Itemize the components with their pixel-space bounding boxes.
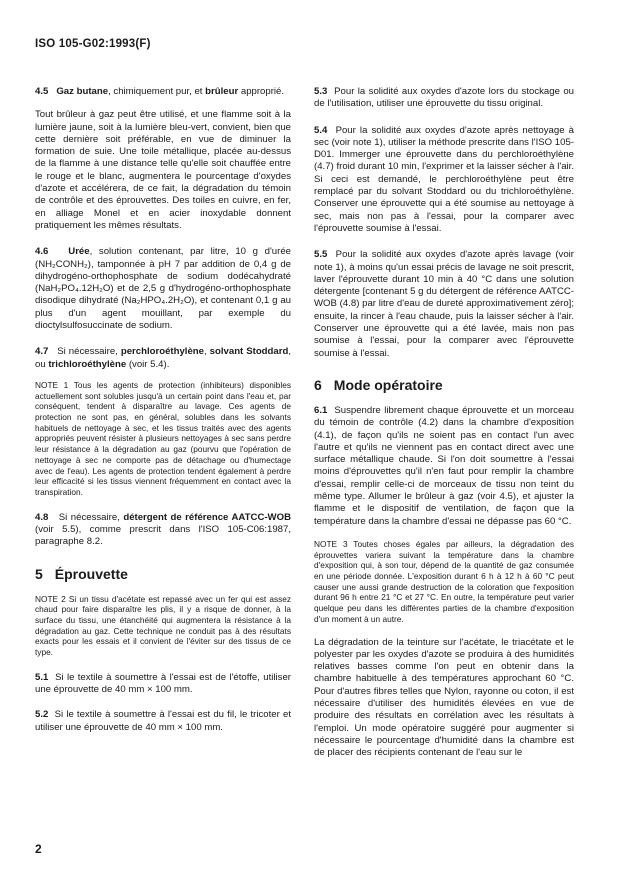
clause-5-2: 5.2 Si le textile à soumettre à l'essai est du fil, le tricoter et utiliser une éprouvette de 40 mm × 100 mm. [35, 709, 291, 733]
clause-5-3: 5.3 Pour la solidité aux oxydes d'azote lors du stockage ou de l'utilisation, utiliser une éprouvette du tissu original. [314, 86, 574, 110]
clause-4-8: 4.8 Si nécessaire, détergent de référence AATCC-WOB (voir 5.5), comme prescrit dans l'ISO 105-C06:1987, paragraphe 8.2. [35, 511, 292, 548]
clause-5-4: 5.4 Pour la solidité aux oxydes d'azote après nettoyage à sec (voir note 1), utiliser la méthode prescrite dans l'ISO 105-D01. Immerger une éprouvette dans du perchloroéthylène (4.7) froid durant 10 min, l'exprimer et la laisser sécher à l'air. Si ceci est demandé, le perchloroéthylène peut être remplacé par du solvant Stoddard ou du trichloroéthylène. Conserver une éprouvette qui a été soumise au nettoyage à sec, mais non pas à l'essai, pour la comparer avec l'éprouvette soumise à l'essai. [314, 124, 574, 234]
page-number: 2 [35, 842, 42, 856]
clause-4-6: 4.6 Urée, solution contenant, par litre, 10 g d'urée (NH₂CONH₂), tamponnée à pH 7 par addition de 0,4 g de dihydrogéno-orthophosphate de sodium dodécahydraté (NaH₂PO₄.12H₂O) et de 2,5 g d'hydrogéno-orthophosphate disodique dihydraté (Na₂HPO₄.2H₂O), et contenant 0,1 g au plus d'un agent mouillant, par exemple du dioctylsulfosuccinate de sodium. [35, 246, 291, 332]
clause-4-5-body: Tout brûleur à gaz peut être utilisé, et une flamme soit à la lumière jaune, soit à la lumière bleu-vert, convient, bien que cette dernière soit préférable, en vue de diminuer la formation de suie. Une toile métallique, placée au-dessus de la flamme à une distance telle qu'elle soit chauffée entre le rouge et le blanc, augmentera le pourcentage d'oxydes d'azote et accélérera, de ce fait, la dégradation du témoin de contrôle et des éprouvettes. Des toiles en cuivre, en fer, en alliage Monel et en acier inoxydable donnent pratiquement les mêmes résultats. [35, 109, 291, 231]
clause-4-5: 4.5 Gaz butane, chimiquement pur, et brûleur approprié. [35, 86, 285, 97]
right-column [314, 86, 574, 760]
note-2: NOTE 2 Si un tissu d'acétate est repassé avec un fer qui est assez chaud pour faire disparaître les plis, il y a risque de donner, à la surface du tissu, une étanchéité qui augmentera la résistance à la dégradation au gaz. Cette technique ne conduit pas à des résultats exacts pour les essais et il convient de l'éviter sur des tissus de ce type. [35, 593, 291, 658]
clause-6-1: 6.1 Suspendre librement chaque éprouvette et un morceau du témoin de contrôle (4.2) dans la chambre d'exposition (4.1), de façon qu'ils ne soient pas en contact l'un avec l'autre et qu'ils ne viennent pas en contact direct avec une surface métallique chaude. Si l'on doit soumettre à l'essai moins d'éprouvettes qu'il n'en faut pour remplir la chambre d'essai, remplir celle-ci de morceaux de tissu non teint du même type. Allumer le brûleur à gaz (voir 4.5), et ajuster la flamme et le dispositif de ventilation, de façon que la température dans la chambre d'essai ne dépasse pas 60 °C. [314, 404, 574, 527]
note-1: NOTE 1 Tous les agents de protection (inhibiteurs) disponibles actuellement sont solubles jusqu'à un certain point dans l'eau et, par conséquent, tendent à disparaître au lavage. Ces agents de protection ne sont pas, en général, solubles dans les solvants habituels de nettoyage à sec, et les tissus traités avec des agents appropriés peuvent résister à plusieurs nettoyages à sec sans perdre leur résistance à la dégradation au gaz (pourvu que l'opération de nettoyage à sec ne comporte pas de détachage ou d'humectage avec de l'eau). Les agents de protection tendent également à perdre leur efficacité si les tissus viennent fréquemment en contact avec la transpiration. [35, 379, 291, 497]
clause-5-5: 5.5 Pour la solidité aux oxydes d'azote après lavage (voir note 1), à moins qu'un essai précis de lavage ne soit prescrit, laver l'éprouvette durant 10 min à 40 °C dans une solution détergente [contenant 5 g du détergent de référence AATCC-WOB (4.8) par litre d'eau de dureté approximativement zéro]; ensuite, la rincer à l'eau chaude, puis la laisser sécher à l'air. Conserver une éprouvette qui a été lavée, mais non pas soumise à l'essai, pour la comparer avec l'éprouvette soumise à l'essai. [314, 249, 574, 359]
clause-6-1-continued: La dégradation de la teinture sur l'acétate, le triacétate et le polyester par les oxydes d'azote se produira à des humidités relatives basses comme l'on peut en obtenir dans la chambre habituelle à des températures approchant 60 °C. Pour d'autres fibres telles que Nylon, rayonne ou coton, il est nécessaire d'utiliser des humidités élevées en vue de produire des résultats en corrélation avec les résultats à l'emploi. Un mode opératoire suggéré pour augmenter si nécessaire le pourcentage d'humidité dans la chambre est de placer des récipients contenant de l'eau sur le [314, 636, 574, 759]
note-3: NOTE 3 Toutes choses égales par ailleurs, la dégradation des éprouvettes variera suivant la température dans la chambre d'exposition qui, à son tour, dépend de la quantité de gaz consumée en une période donnée. L'exposition durant 6 h à 12 h à 60 °C peut causer une aussi grande destruction de la coloration que l'exposition durant 96 h entre 21 °C et 27 °C. En outre, la température peut varier quelque peu dans les différentes parties de la chambre d'exposition d'un moment à un autre. [314, 538, 574, 624]
clause-4-7: 4.7 Si nécessaire, perchloroéthylène, solvant Stoddard, ou trichloroéthylène (voir 5.4). [35, 346, 291, 370]
document-header: ISO 105-G02:1993(F) [35, 38, 151, 50]
left-column [35, 86, 291, 734]
clause-5-1: 5.1 Si le textile à soumettre à l'essai est de l'étoffe, utiliser une éprouvette de 40 mm × 100 mm. [35, 671, 291, 696]
section-6-heading: 6 Mode opératoire [314, 376, 443, 393]
section-5-heading: 5 Éprouvette [35, 565, 128, 582]
